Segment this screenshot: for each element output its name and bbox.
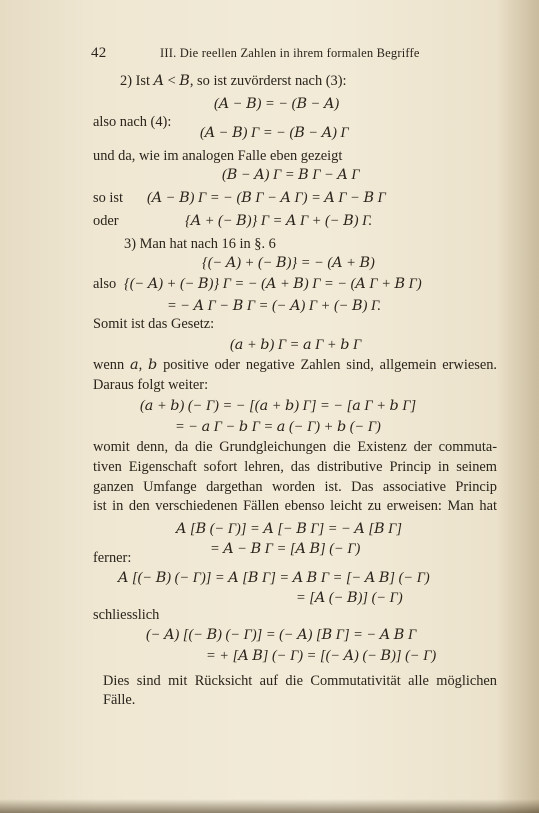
formula-line: (𝐴 − 𝐵) Γ = − (𝐵 − 𝐴) Γ	[200, 125, 349, 141]
text-line: Dies sind mit Rücksicht auf die Commutativität alle möglichen	[103, 673, 497, 689]
formula-line: (𝐴 − 𝐵) Γ = − (𝐵 Γ − 𝐴 Γ) = 𝐴 Γ − 𝐵 Γ	[147, 190, 386, 206]
formula-line: (𝑎 + 𝑏) Γ = 𝑎 Γ + 𝑏 Γ	[230, 337, 362, 353]
text-line: Somit ist das Gesetz:	[93, 316, 215, 332]
formula-line: = − 𝑎 Γ − 𝑏 Γ = 𝑎 (− Γ) + 𝑏 (− Γ)	[175, 419, 381, 435]
text-line: wenn 𝑎, 𝑏 positive oder negative Zahlen sind, allgemein erwiesen.	[93, 357, 497, 373]
formula-line: (𝐴 − 𝐵) = − (𝐵 − 𝐴)	[214, 96, 340, 112]
text-line: 2) Ist 𝐴 < 𝐵, so ist zuvörderst nach (3):	[120, 73, 347, 89]
page-number: 42	[91, 45, 107, 61]
text-line: oder	[93, 213, 119, 229]
text-line: ferner:	[93, 550, 132, 566]
formula-line: (− 𝐴) [(− 𝐵) (− Γ)] = (− 𝐴) [𝐵 Γ] = − 𝐴 𝐵 Γ	[146, 627, 417, 643]
text-line: so ist	[93, 190, 123, 206]
text-line: 3) Man hat nach 16 in §. 6	[124, 236, 276, 252]
formula-line: = 𝐴 − 𝐵 Γ = [𝐴 𝐵] (− Γ)	[210, 541, 361, 557]
formula-line: 𝐴 [(− 𝐵) (− Γ)] = 𝐴 [𝐵 Γ] = 𝐴 𝐵 Γ = [− 𝐴 𝐵] (− Γ)	[118, 570, 430, 586]
text-line: und da, wie im analogen Falle eben gezeigt	[93, 148, 343, 164]
formula-line: {(− 𝐴) + (− 𝐵)} Γ = − (𝐴 + 𝐵) Γ = − (𝐴 Γ + 𝐵 Γ)	[124, 276, 422, 292]
text-line: womit denn, da die Grundgleichungen die Existenz der commuta-	[93, 439, 497, 455]
text-line: Daraus folgt weiter:	[93, 377, 209, 393]
text-line: ist in den verschiedenen Fällen ebenso leicht zu erweisen: Man hat	[93, 498, 497, 514]
formula-line: 𝐴 [𝐵 (− Γ)] = 𝐴 [− 𝐵 Γ] = − 𝐴 [𝐵 Γ]	[176, 521, 402, 537]
formula-line: {𝐴 + (− 𝐵)} Γ = 𝐴 Γ + (− 𝐵) Γ.	[185, 213, 373, 229]
formula-line: (𝐵 − 𝐴) Γ = 𝐵 Γ − 𝐴 Γ	[222, 167, 360, 183]
running-title: III. Die reellen Zahlen in ihrem formalen Begriffe	[160, 46, 420, 60]
formula-line: {(− 𝐴) + (− 𝐵)} = − (𝐴 + 𝐵)	[202, 255, 375, 271]
text-line: also nach (4):	[93, 114, 172, 130]
text-line: Fälle.	[103, 692, 136, 708]
formula-line: = − 𝐴 Γ − 𝐵 Γ = (− 𝐴) Γ + (− 𝐵) Γ.	[167, 298, 381, 314]
formula-line: = [𝐴 (− 𝐵)] (− Γ)	[296, 590, 403, 606]
text-line: schliesslich	[93, 607, 160, 623]
text-line: also	[93, 276, 117, 292]
formula-line: = + [𝐴 𝐵] (− Γ) = [(− 𝐴) (− 𝐵)] (− Γ)	[206, 648, 437, 664]
text-line: tiven Eigenschaft sofort lehren, das distributive Princip in seinem	[93, 459, 497, 475]
text-line: ganzen Umfange dargethan worden ist. Das associative Princip	[93, 479, 497, 495]
formula-line: (𝑎 + 𝑏) (− Γ) = − [(𝑎 + 𝑏) Γ] = − [𝑎 Γ + 𝑏 Γ]	[140, 398, 417, 414]
